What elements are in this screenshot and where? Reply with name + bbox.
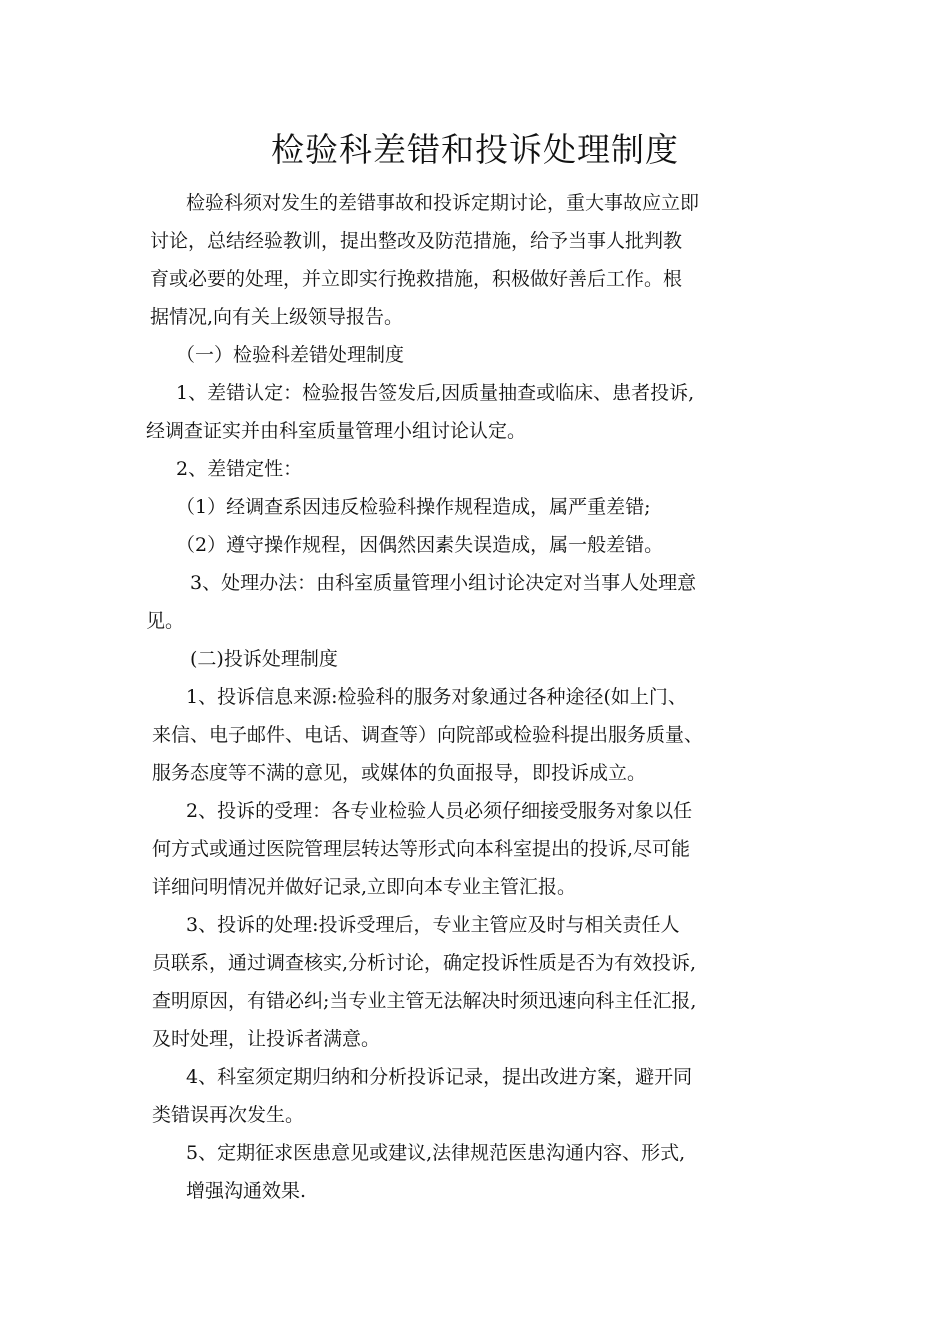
section2-item5-line-2: 增强沟通效果. — [186, 1180, 307, 1202]
section2-item2-line-3: 详细问明情况并做好记录,立即向本专业主管汇报。 — [152, 876, 577, 898]
section2-item1-line-1: 1、投诉信息来源:检验科的服务对象通过各种途径(如上门、 — [186, 686, 687, 708]
section2-item2-line-2: 何方式或通过医院管理层转达等形式向本科室提出的投诉,尽可能 — [152, 838, 691, 860]
section1-item2-sub1: （1）经调查系因违反检验科操作规程造成，属严重差错; — [176, 496, 651, 518]
document-title: 检验科差错和投诉处理制度 — [271, 130, 679, 169]
section2-item1-line-2: 来信、电子邮件、电话、调查等）向院部或检验科提出服务质量、 — [152, 724, 704, 746]
section1-heading: （一）检验科差错处理制度 — [176, 344, 405, 366]
intro-line-4: 据情况,向有关上级领导报告。 — [150, 306, 404, 328]
section2-item3-line-3: 查明原因，有错必纠;当专业主管无法解决时须迅速向科主任汇报, — [152, 990, 697, 1012]
section1-item2-sub2: （2）遵守操作规程，因偶然因素失误造成，属一般差错。 — [176, 534, 664, 556]
intro-line-3: 育或必要的处理，并立即实行挽救措施，积极做好善后工作。根 — [150, 268, 683, 290]
section2-item5-line-1: 5、定期征求医患意见或建议,法律规范医患沟通内容、形式, — [186, 1142, 686, 1164]
section2-item3-line-1: 3、投诉的处理:投诉受理后，专业主管应及时与相关责任人 — [186, 914, 680, 936]
section2-item4-line-1: 4、科室须定期归纳和分析投诉记录，提出改进方案，避开同 — [186, 1066, 693, 1088]
section2-item1-line-3: 服务态度等不满的意见，或媒体的负面报导，即投诉成立。 — [152, 762, 647, 784]
intro-line-1: 检验科须对发生的差错事故和投诉定期讨论，重大事故应立即 — [186, 192, 700, 214]
section1-item3-line-2: 见。 — [146, 610, 185, 632]
intro-line-2: 讨论，总结经验教训，提出整改及防范措施，给予当事人批判教 — [150, 230, 683, 252]
section2-heading: (二)投诉处理制度 — [190, 648, 338, 670]
section2-item3-line-2: 员联系，通过调查核实,分析讨论，确定投诉性质是否为有效投诉, — [152, 952, 697, 974]
section2-item4-line-2: 类错误再次发生。 — [152, 1104, 305, 1126]
section1-item1-line-1: 1、差错认定：检验报告签发后,因质量抽查或临床、患者投诉, — [176, 382, 695, 404]
section1-item1-line-2: 经调查证实并由科室质量管理小组讨论认定。 — [146, 420, 527, 442]
section1-item3-line-1: 3、处理办法：由科室质量管理小组讨论决定对当事人处理意 — [190, 572, 697, 594]
section2-item2-line-1: 2、投诉的受理：各专业检验人员必须仔细接受服务对象以任 — [186, 800, 693, 822]
section2-item3-line-4: 及时处理，让投诉者满意。 — [152, 1028, 381, 1050]
section1-item2: 2、差错定性： — [176, 458, 303, 480]
